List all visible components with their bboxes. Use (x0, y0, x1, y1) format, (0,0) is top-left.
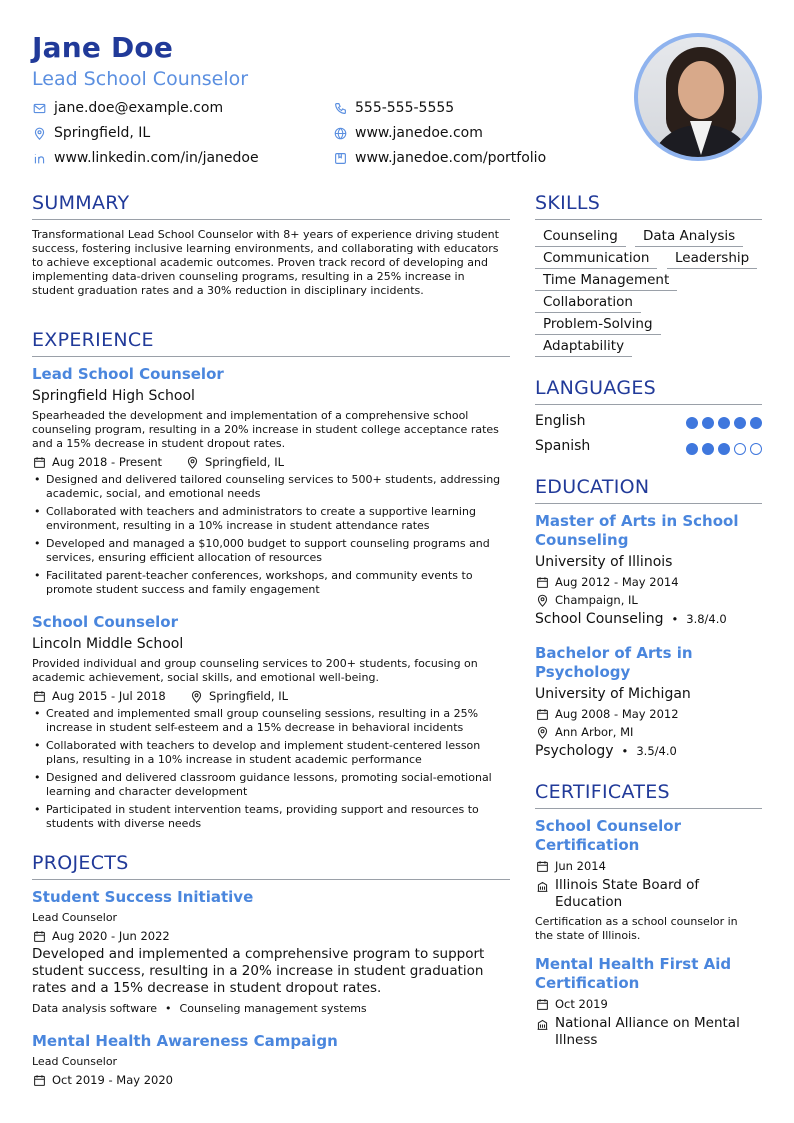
certificate-issuer (535, 1015, 755, 1049)
experience-divider (32, 356, 510, 357)
level-dot-filled (750, 417, 762, 429)
calendar-icon (535, 707, 549, 721)
certificate-issuer-text: National Alliance on Mental Illness (555, 1015, 740, 1048)
level-dot-filled (702, 443, 714, 455)
list-item: • Facilitated parent-teacher conferences, workshops, and community events to promote student success and family engagement (32, 569, 510, 597)
project-dates (32, 1073, 173, 1087)
job-location (189, 689, 288, 703)
location-pin-icon (535, 725, 549, 739)
summary-text: Transformational Lead School Counselor with 8+ years of experience driving student success, fostering inclusive learning environments, and collaborating with educators to achieve exceptional academic outcomes. Proven track record of developing and implementing data-driven counseling programs, resulting in a 25% increase in student graduation rates and a 30% reduction in disciplinary incidents. (32, 228, 499, 297)
portfolio-icon (333, 151, 347, 165)
separator-dot: • (671, 612, 679, 626)
gpa-text: 3.5/4.0 (636, 744, 677, 758)
job-title: School Counselor (32, 613, 178, 631)
language-name: English (535, 413, 586, 429)
job-dates-text: Aug 2018 - Present (52, 455, 162, 469)
project-title: Mental Health Awareness Campaign (32, 1032, 338, 1050)
education-divider (535, 503, 762, 504)
list-item: • Designed and delivered tailored counseling services to 500+ students, addressing academic, social, and emotional needs (32, 473, 510, 501)
candidate-role: Lead School Counselor (32, 68, 249, 90)
calendar-icon (535, 997, 549, 1011)
website-text: www.janedoe.com (355, 125, 483, 141)
job-location (185, 455, 284, 469)
certificate-date (535, 859, 606, 873)
education-field (535, 743, 677, 759)
company-name: Springfield High School (32, 388, 195, 404)
languages-divider (535, 404, 762, 405)
phone-icon (333, 101, 347, 115)
level-dot-filled (734, 417, 746, 429)
calendar-icon (32, 689, 46, 703)
projects-divider (32, 879, 510, 880)
degree-title: Bachelor of Arts in Psychology (535, 644, 693, 681)
location-pin-icon (32, 126, 46, 140)
job-dates-text: Aug 2015 - Jul 2018 (52, 689, 166, 703)
company-name: Lincoln Middle School (32, 636, 184, 652)
skill-tag: Leadership (667, 250, 757, 269)
job-title: Lead School Counselor (32, 365, 224, 383)
skills-divider (535, 219, 762, 220)
contact-phone[interactable] (333, 100, 454, 116)
certificate-date-text: Oct 2019 (555, 997, 608, 1011)
project-tools (32, 1002, 367, 1016)
certificate-title: Mental Health First Aid Certification (535, 955, 732, 992)
job-description: Spearheaded the development and implementation of a comprehensive school counseling program, resulting in a 20% increase in student college acceptance rates and a 15% decrease in student dropout rates. (32, 409, 499, 450)
language-level (686, 417, 762, 429)
contact-email[interactable] (32, 100, 223, 116)
contact-location (32, 125, 150, 141)
project-role: Lead Counselor (32, 1055, 118, 1068)
experience-heading: EXPERIENCE (32, 329, 154, 351)
contact-linkedin[interactable] (32, 150, 259, 166)
project-dates-text: Aug 2020 - Jun 2022 (52, 929, 170, 943)
education-heading: EDUCATION (535, 476, 650, 498)
skill-tag: Data Analysis (635, 228, 743, 247)
location-pin-icon (189, 689, 203, 703)
list-item: • Collaborated with teachers and administrators to create a supportive learning environment, resulting in a 10% increase in student attendance rates (32, 505, 510, 533)
level-dot-filled (718, 443, 730, 455)
level-dot-filled (702, 417, 714, 429)
language-name: Spanish (535, 438, 591, 454)
project-dates (32, 929, 170, 943)
degree-title: Master of Arts in School Counseling (535, 512, 739, 549)
education-location-text: Champaign, IL (555, 593, 638, 607)
level-dot-empty (750, 443, 762, 455)
calendar-icon (535, 859, 549, 873)
contact-website[interactable] (333, 125, 483, 141)
job-description: Provided individual and group counseling services to 200+ students, focusing on academic achievement, social skills, and emotional well-being. (32, 657, 478, 684)
level-dot-filled (686, 417, 698, 429)
summary-heading: SUMMARY (32, 192, 130, 214)
linkedin-text: www.linkedin.com/in/janedoe (54, 150, 259, 166)
calendar-icon (32, 455, 46, 469)
project-role: Lead Counselor (32, 911, 118, 924)
calendar-icon (535, 575, 549, 589)
field-text: School Counseling (535, 611, 664, 627)
education-dates-text: Aug 2012 - May 2014 (555, 575, 679, 589)
separator-dot: • (621, 744, 629, 758)
contact-portfolio[interactable] (333, 150, 546, 166)
school-name: University of Illinois (535, 554, 673, 570)
list-item: • Participated in student intervention teams, providing support and resources to students with diverse needs (32, 803, 510, 831)
job-bullets (32, 473, 510, 601)
skills-heading: SKILLS (535, 192, 601, 214)
tool-item: Data analysis software (32, 1002, 158, 1015)
projects-heading: PROJECTS (32, 852, 129, 874)
certificate-issuer (535, 877, 755, 911)
project-title: Student Success Initiative (32, 888, 254, 906)
phone-text: 555-555-5555 (355, 100, 455, 116)
education-location-text: Ann Arbor, MI (555, 725, 634, 739)
skill-tag: Collaboration (535, 294, 641, 313)
project-dates-text: Oct 2019 - May 2020 (52, 1073, 173, 1087)
email-text: jane.doe@example.com (54, 100, 224, 116)
education-field (535, 611, 727, 627)
globe-icon (333, 126, 347, 140)
certificates-heading: CERTIFICATES (535, 781, 670, 803)
school-name: University of Michigan (535, 686, 691, 702)
job-location-text: Springfield, IL (209, 689, 289, 703)
field-text: Psychology (535, 743, 614, 759)
certificates-divider (535, 808, 762, 809)
location-pin-icon (535, 593, 549, 607)
job-dates (32, 455, 162, 469)
skill-tag: Problem-Solving (535, 316, 661, 335)
certificate-title: School Counselor Certification (535, 817, 681, 854)
skill-tag: Adaptability (535, 338, 632, 357)
summary-divider (32, 219, 510, 220)
certificate-issuer-text: Illinois State Board of Education (555, 877, 700, 910)
portfolio-text: www.janedoe.com/portfolio (355, 150, 547, 166)
education-location (535, 593, 638, 607)
building-icon (535, 1017, 549, 1031)
certificate-description: Certification as a school counselor in the state of Illinois. (535, 915, 738, 942)
level-dot-filled (686, 443, 698, 455)
location-pin-icon (185, 455, 199, 469)
job-dates (32, 689, 166, 703)
education-location (535, 725, 633, 739)
gpa-text: 3.8/4.0 (686, 612, 727, 626)
education-dates (535, 707, 679, 721)
building-icon (535, 879, 549, 893)
separator-dot: • (165, 1002, 172, 1015)
list-item: • Designed and delivered classroom guidance lessons, promoting social-emotional learning and character development (32, 771, 510, 799)
linkedin-icon (32, 151, 46, 165)
profile-photo (634, 33, 762, 161)
list-item: • Created and implemented small group counseling sessions, resulting in a 25% increase in student self-esteem and a 15% decrease in behavioral incidents (32, 707, 510, 735)
language-level (686, 443, 762, 455)
level-dot-filled (718, 417, 730, 429)
languages-heading: LANGUAGES (535, 377, 657, 399)
candidate-name: Jane Doe (32, 31, 174, 64)
list-item: • Collaborated with teachers to develop and implement student-centered lesson plans, resulting in a 10% increase in student academic performance (32, 739, 510, 767)
location-text: Springfield, IL (54, 125, 151, 141)
education-dates (535, 575, 679, 589)
job-bullets (32, 707, 510, 835)
calendar-icon (32, 1073, 46, 1087)
skill-tag: Time Management (535, 272, 677, 291)
education-dates-text: Aug 2008 - May 2012 (555, 707, 679, 721)
skill-tag: Communication (535, 250, 657, 269)
list-item: • Developed and managed a $10,000 budget to support counseling programs and services, ensuring efficient allocation of resources (32, 537, 510, 565)
tool-item: Counseling management systems (179, 1002, 367, 1015)
skill-tag: Counseling (535, 228, 626, 247)
job-location-text: Springfield, IL (205, 455, 285, 469)
certificate-date (535, 997, 608, 1011)
level-dot-empty (734, 443, 746, 455)
mail-icon (32, 101, 46, 115)
project-description: Developed and implemented a comprehensive program to support student success, resulting in a 20% increase in student graduation rates and a 15% decrease in student dropout rates. (32, 946, 485, 996)
calendar-icon (32, 929, 46, 943)
certificate-date-text: Jun 2014 (555, 859, 606, 873)
